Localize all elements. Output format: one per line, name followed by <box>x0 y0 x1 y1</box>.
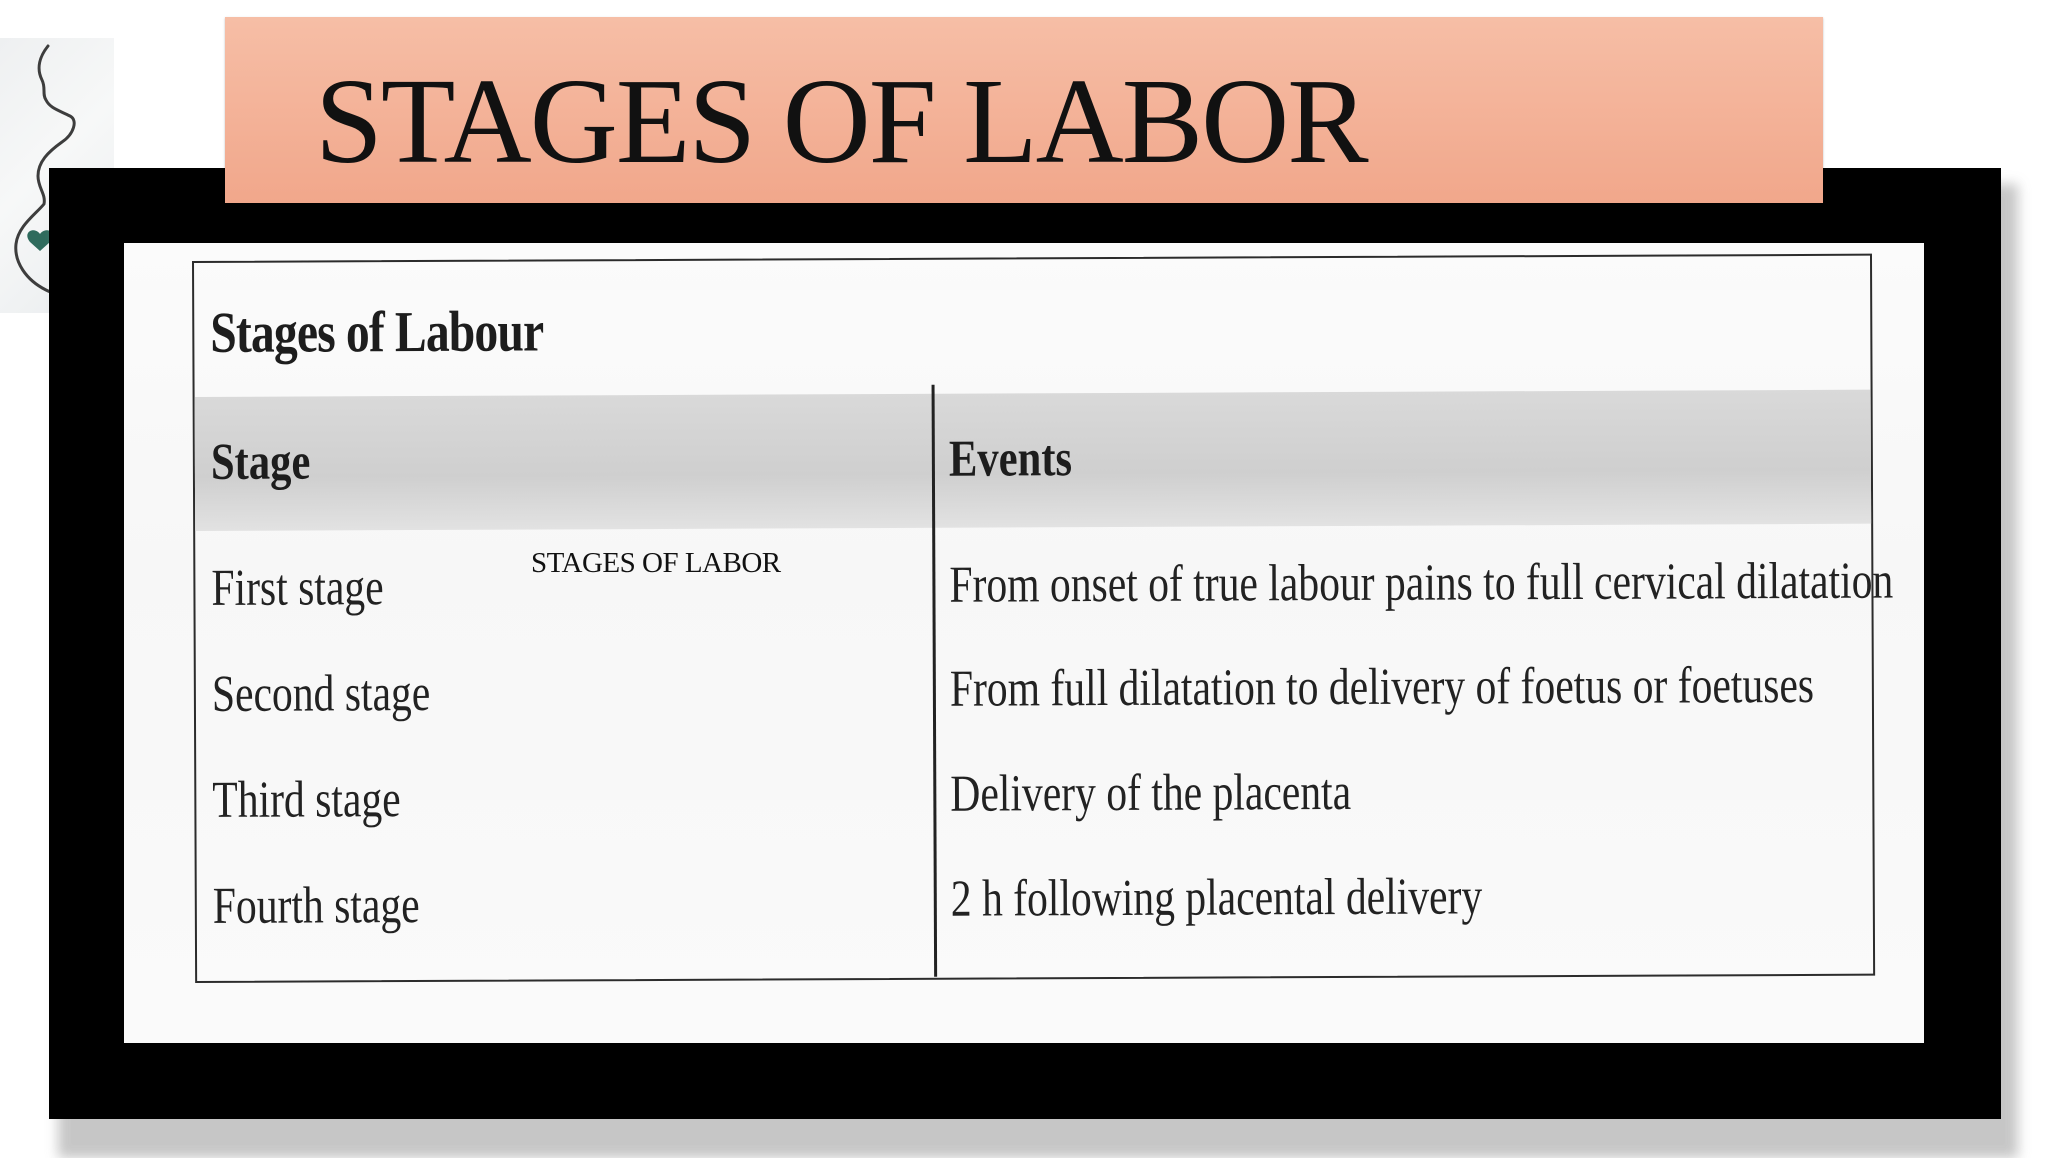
table-cell-stage: Fourth stage <box>212 877 420 935</box>
column-header-stage: Stage <box>210 433 311 491</box>
table-cell-stage: Third stage <box>212 771 401 829</box>
table-photo <box>124 243 1924 1043</box>
overlay-title-label: STAGES OF LABOR <box>531 547 781 579</box>
column-header-events: Events <box>948 430 1073 488</box>
slide-title: STAGES OF LABOR <box>315 54 1367 189</box>
table-cell-event: 2 h following placental delivery <box>950 868 1483 928</box>
stages-table <box>192 254 1894 983</box>
title-bar <box>225 17 1823 203</box>
table-cell-stage: First stage <box>211 559 384 617</box>
table-cell-event: From onset of true labour pains to full cervical dilatation <box>949 552 1894 614</box>
table-cell-event: Delivery of the placenta <box>950 763 1352 823</box>
table-title: Stages of Labour <box>210 298 544 365</box>
table-cell-event: From full dilatation to delivery of foetus or foetuses <box>949 656 1815 718</box>
table-cell-stage: Second stage <box>211 664 431 723</box>
